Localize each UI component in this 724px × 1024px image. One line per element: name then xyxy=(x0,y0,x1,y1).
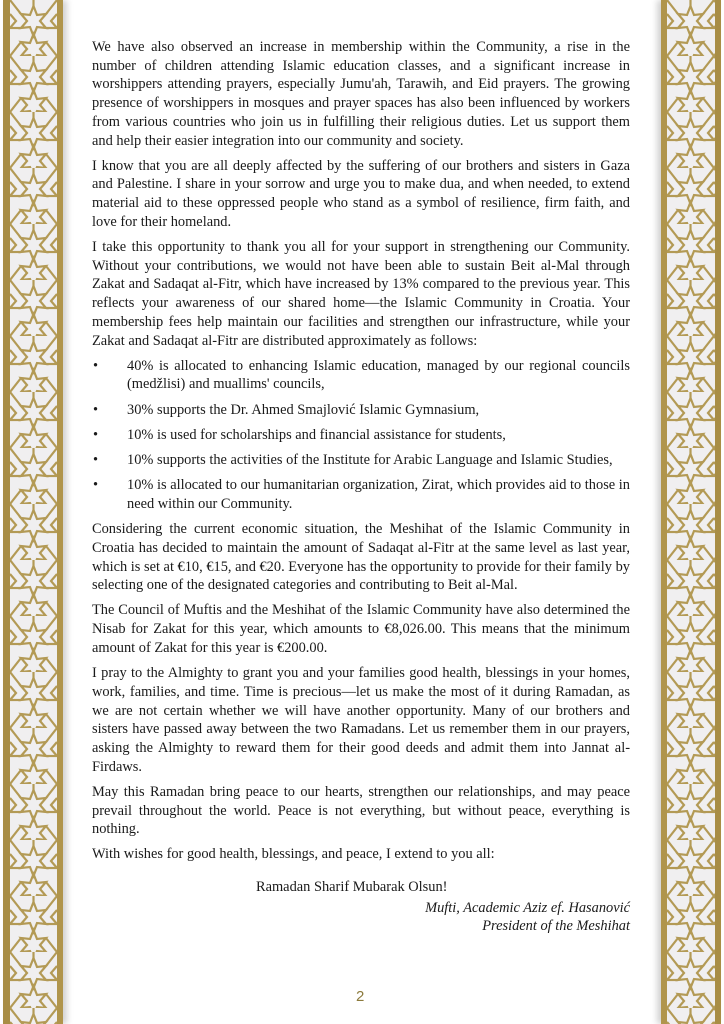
paragraph-sadaqat: Considering the current economic situation, the Meshihat of the Islamic Community in Croatia has decided to maintain the amount of Sadaqat al-Fitr at the same level as last year, which is set at €10, €15, and €20. Everyone has the opportunity to provide for their family by selecting one of the designated categories and contributing to Beit al-Mal. xyxy=(92,521,630,594)
signature-title: President of the Meshihat xyxy=(482,917,630,934)
bullet-icon: • xyxy=(93,452,99,469)
bullet-icon: • xyxy=(93,426,99,443)
signature-block xyxy=(92,899,630,935)
left-ornamental-border xyxy=(3,0,63,1024)
list-item: • 30% supports the Dr. Ahmed Smajlović Islamic Gymnasium, xyxy=(93,401,480,418)
list-item: • 10% supports the activities of the Institute for Arabic Language and Islamic Studies, xyxy=(93,452,613,469)
closing-greeting: Ramadan Sharif Mubarak Olsun! xyxy=(256,879,448,896)
page-number: 2 xyxy=(356,988,365,1005)
list-item: • 40% is allocated to enhancing Islamic education, managed by our regional councils (medžlisi) and muallims' councils, xyxy=(93,357,630,393)
geometric-lattice-icon xyxy=(667,0,715,1024)
bullet-icon: • xyxy=(93,477,99,494)
signature-name: Mufti, Academic Aziz ef. Hasanović xyxy=(425,899,630,916)
bullet-icon: • xyxy=(93,401,99,418)
bullet-icon: • xyxy=(93,357,99,374)
paragraph-prayer: I pray to the Almighty to grant you and your families good health, blessings in your homes, work, families, and time. Time is precious—let us make the most of it during Ramadan, as we are not certain whether we will have another opportunity. Many of our brothers and sisters have passed away between the two Ramadans. Let us remember them in our prayers, asking the Almighty to reward them for their good deeds and admit them into Jannat al-Firdaws. xyxy=(92,665,630,775)
list-item: • 10% is allocated to our humanitarian organization, Zirat, which provides aid to those in need within our Community. xyxy=(93,477,630,512)
geometric-lattice-icon xyxy=(10,0,57,1024)
distribution-list xyxy=(92,357,630,514)
right-ornamental-border xyxy=(661,0,721,1024)
paragraph-nisab: The Council of Muftis and the Meshihat of the Islamic Community have also determined the Nisab for Zakat for this year, which amounts to €8,026.00. This means that the minimum amount of Zakat for this year is €200.00. xyxy=(92,602,630,656)
paragraph-gaza: I know that you are all deeply affected by the suffering of our brothers and sisters in Gaza and Palestine. I share in your sorrow and urge you to make dua, and when needed, to extend material aid to these oppressed people who stand as a symbol of resilience, firm faith, and love for their homeland. xyxy=(92,157,630,230)
list-item: • 10% is used for scholarships and financial assistance for students, xyxy=(93,426,506,443)
letter-body xyxy=(92,38,630,935)
paragraph-thanks: I take this opportunity to thank you all for your support in strengthening our Community. Without your contributions, we would not have been able to sustain Beit al-Mal through Zakat and Sadaqat al-Fitr, which have increased by 13% compared to the previous year. This reflects your awareness of our shared home—the Islamic Community in Croatia. Your membership fees help maintain our facilities and strengthen our infrastructure, while your Zakat and Sadaqat al-Fitr are distributed approximately as follows: xyxy=(92,239,630,349)
paragraph-membership: We have also observed an increase in membership within the Community, a rise in the number of children attending Islamic education classes, and a significant increase in worshippers attending prayers, especially Jumu'ah, Tarawih, and Eid prayers. The growing presence of worshippers in mosques and prayer spaces has also been influenced by workers from various countries who join us in fulfilling their religious duties. Let us support them and help their easier integration into our community and society. xyxy=(92,39,630,149)
paragraph-wishes: With wishes for good health, blessings, and peace, I extend to you all: xyxy=(92,846,495,863)
paragraph-peace: May this Ramadan bring peace to our hearts, strengthen our relationships, and may peace prevail throughout the world. Peace is not everything, but without peace, everything is nothing. xyxy=(92,783,630,838)
